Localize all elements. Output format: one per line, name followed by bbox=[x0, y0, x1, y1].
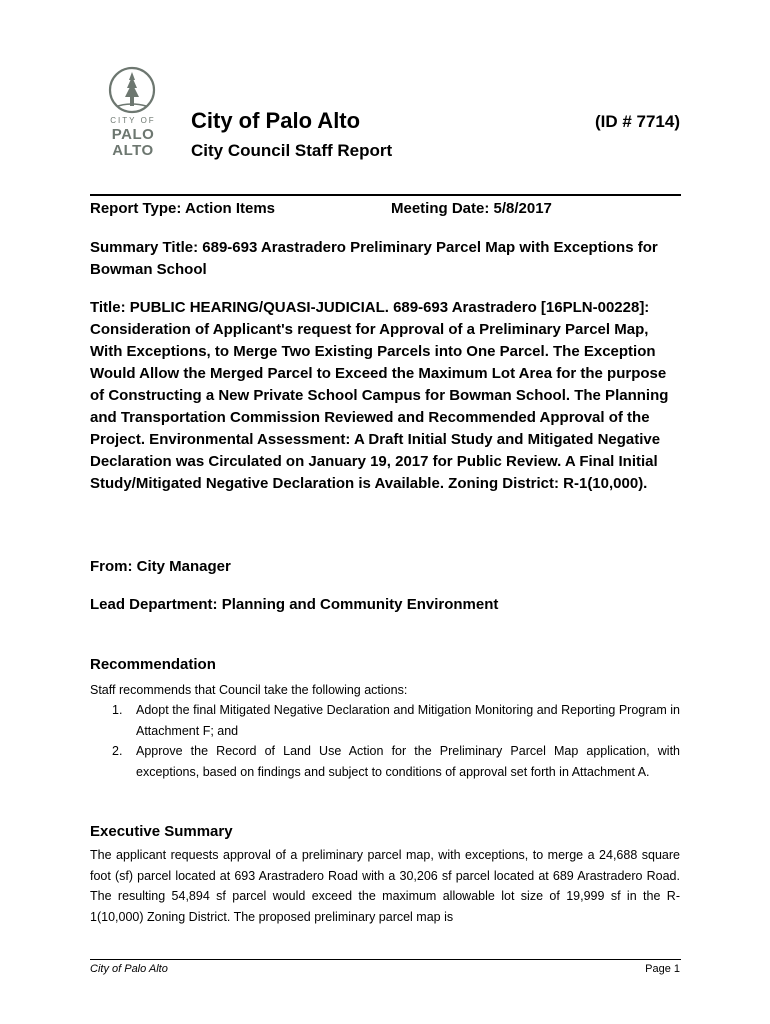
footer-city: City of Palo Alto bbox=[90, 963, 168, 975]
document-subtitle: City Council Staff Report bbox=[191, 141, 393, 160]
recommendation-list bbox=[90, 700, 680, 782]
header-divider bbox=[90, 194, 681, 196]
list-item-number: 1. bbox=[112, 703, 123, 717]
logo-alto-text: ALTO bbox=[112, 142, 154, 159]
report-id: (ID # 7714) bbox=[594, 112, 680, 131]
executive-summary-heading: Executive Summary bbox=[90, 823, 233, 840]
city-logo bbox=[104, 66, 162, 162]
list-item-text: Adopt the final Mitigated Negative Declaration and Mitigation Monitoring and Reporting Program in Attachment F; and bbox=[136, 703, 680, 738]
report-type: Report Type: Action Items bbox=[90, 200, 276, 217]
report-title: Title: PUBLIC HEARING/QUASI-JUDICIAL. 689-693 Arastradero [16PLN-00228]: Consideration of Applicant's request for Approval of a Preliminary Parcel Map, With Exceptions, to Merge Two Existing Parcels into One Parcel. The Exception Would Allow the Merged Parcel to Exceed the Maximum Lot Area for the purpose of Constructing a New Private School Campus for Bowman School. The Planning and Transportation Commission Reviewed and Recommended Approval of the Project. Environmental Assessment: A Draft Initial Study and Mitigated Negative Declaration was Circulated on January 19, 2017 for Public Review. A Final Initial Study/Mitigated Negative Declaration is Available. Zoning District: R-1(10,000). bbox=[90, 299, 669, 492]
lead-department: Lead Department: Planning and Community Environment bbox=[90, 596, 499, 613]
logo-palo-text: PALO bbox=[111, 126, 155, 143]
recommendation-intro: Staff recommends that Council take the following actions: bbox=[90, 683, 408, 697]
footer-divider bbox=[90, 959, 681, 960]
list-item bbox=[90, 741, 680, 782]
logo-city-of-text: CITY OF bbox=[110, 116, 156, 125]
recommendation-heading: Recommendation bbox=[90, 656, 216, 673]
tree-seal-icon bbox=[108, 66, 156, 114]
meeting-date: Meeting Date: 5/8/2017 bbox=[391, 200, 552, 217]
document-title: City of Palo Alto bbox=[191, 108, 361, 133]
list-item-number: 2. bbox=[112, 744, 123, 759]
from-line: From: City Manager bbox=[90, 558, 231, 575]
executive-summary-text: The applicant requests approval of a preliminary parcel map, with exceptions, to merge a 24,688 square foot (sf) parcel located at 693 Arastradero Road with a 30,206 sf parcel located at 689 Arastradero Road. The resulting 54,894 sf parcel would exceed the maximum allowable lot size of 19,999 sf in the R-1(10,000) Zoning District. The proposed preliminary parcel map is bbox=[90, 848, 680, 924]
page-number: Page 1 bbox=[645, 963, 680, 975]
list-item bbox=[90, 700, 680, 741]
summary-title: Summary Title: 689-693 Arastradero Preliminary Parcel Map with Exceptions for Bowman School bbox=[90, 239, 658, 278]
list-item-text: Approve the Record of Land Use Action for the Preliminary Parcel Map application, with exceptions, based on findings and subject to conditions of approval set forth in Attachment A. bbox=[136, 744, 680, 779]
